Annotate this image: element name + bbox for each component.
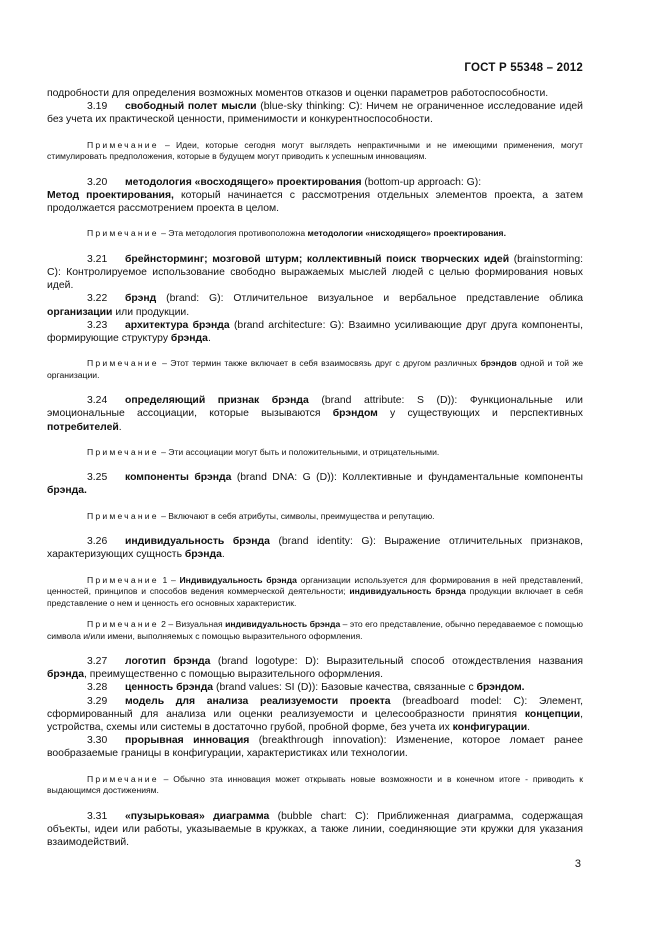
page-content — [47, 87, 583, 849]
note-3-19: Примечание – Идеи, которые сегодня могут выглядеть непрактичными и не имеющими применения, могут стимулировать предположения, которые в будущем могут приводить к успешным инновациям. — [47, 139, 583, 162]
term-3-21: 3.21 брейнсторминг; мозговой штурм; коллективный поиск творческих идей (brainstorming: С): Контролируемое использование свободно выражаемых мыслей людей с целью формирования новых идей. — [47, 253, 583, 292]
term-3-23: 3.23 архитектура брэнда (brand architecture: G): Взаимно усиливающие друг друга компоненты, формирующие структуру брэнда. — [47, 319, 583, 344]
page-number: 3 — [574, 858, 581, 870]
term-3-29: 3.29 модель для анализа реализуемости проекта (breadboard model: C): Элемент, сформированный для анализа или оценки реализуемости и целесообразности принятия концепции, устройства, схемы или системы в достаточно грубой, пробной форме, без учета их конфигурации. — [47, 695, 583, 734]
paragraph-continuation: подробности для определения возможных моментов отказов и оценки параметров работоспособности. — [47, 88, 549, 99]
note-3-20: Примечание – Эта методология противоположна методологии «нисходящего» проектирования. — [87, 228, 506, 239]
term-3-22: 3.22 брэнд (brand: G): Отличительное визуальное и вербальное представление облика организации или продукции. — [47, 293, 583, 318]
note-3-24: Примечание – Эти ассоциации могут быть и положительными, и отрицательными. — [87, 446, 440, 457]
term-3-19: 3.19 свободный полет мысли (blue-sky thinking: С): Ничем не ограниченное исследование идей без учета их практической ценности, применимости и конкурентноспособности. — [47, 101, 583, 126]
note-3-26-1: Примечание 1 – Индивидуальность брэнда организации используется для формирования в ней представлений, ценностей, принципов и способов ведения коммерческой деятельности; индивидуальность брэнда продукции включает в себя представление о нем и ценность его основных характеристик. — [47, 574, 583, 608]
note-3-26-2: Примечание 2 – Визуальная индивидуальность брэнда – это его представление, обычно передаваемое с помощью символа и/или имени, выполняемых с помощью выразительного оформления. — [47, 619, 583, 641]
note-3-23: Примечание – Этот термин также включает в себя взаимосвязь друг с другом различных брэндов одной и той же организации. — [47, 358, 583, 380]
note-3-25: Примечание – Включают в себя атрибуты, символы, преимущества и репутацию. — [87, 510, 435, 521]
term-3-31: 3.31 «пузырьковая» диаграмма (bubble chart: C): Приближенная диаграмма, содержащая объекты, идеи или работы, указываемые в кружках, а также линии, соединяющие эти кружки для указания взаимодействий. — [47, 810, 583, 849]
term-3-25: 3.25 компоненты брэнда (brand DNA: G (D)): Коллективные и фундаментальные компоненты брэнда. — [47, 472, 584, 497]
term-3-30: 3.30 прорывная инновация (breakthrough innovation): Изменение, которое ломает ранее вообразаемые границы в конфигурации, характеристиках или технологии. — [47, 735, 583, 760]
term-3-26: 3.26 индивидуальность брэнда (brand identity: G): Выражение отличительных признаков, характеризующих сущность брэнда. — [47, 536, 583, 561]
term-3-27: 3.27 логотип брэнда (brand logotype: D): Выразительный способ отождествления названия брэнда, преимущественно с помощью выразительного оформления. — [47, 656, 583, 681]
term-3-20: 3.20 методология «восходящего» проектирования (bottom-up approach: G): — [87, 176, 482, 188]
term-3-20-definition: Метод проектирования, который начинается с рассмотрения отдельных элементов проекта, а затем продолжается рассмотрением проекта в целом. — [47, 189, 583, 215]
standard-header: ГОСТ Р 55348 – 2012 — [464, 62, 583, 74]
term-3-24: 3.24 определяющий признак брэнда (brand attribute: S (D)): Функциональные или эмоциональные ассоциации, которые вызываются брэндом у существующих и перспективных потребителей. — [47, 395, 583, 433]
term-3-28: 3.28 ценность брэнда (brand values: SI (D)): Базовые качества, связанные с брэндом. — [87, 682, 525, 694]
term-name: свободный полет мысли — [125, 101, 257, 113]
note-3-30: Примечание – Обычно эта инновация может открывать новые возможности и в конечном итоге - приводить к выдающимся достижениям. — [47, 773, 583, 796]
